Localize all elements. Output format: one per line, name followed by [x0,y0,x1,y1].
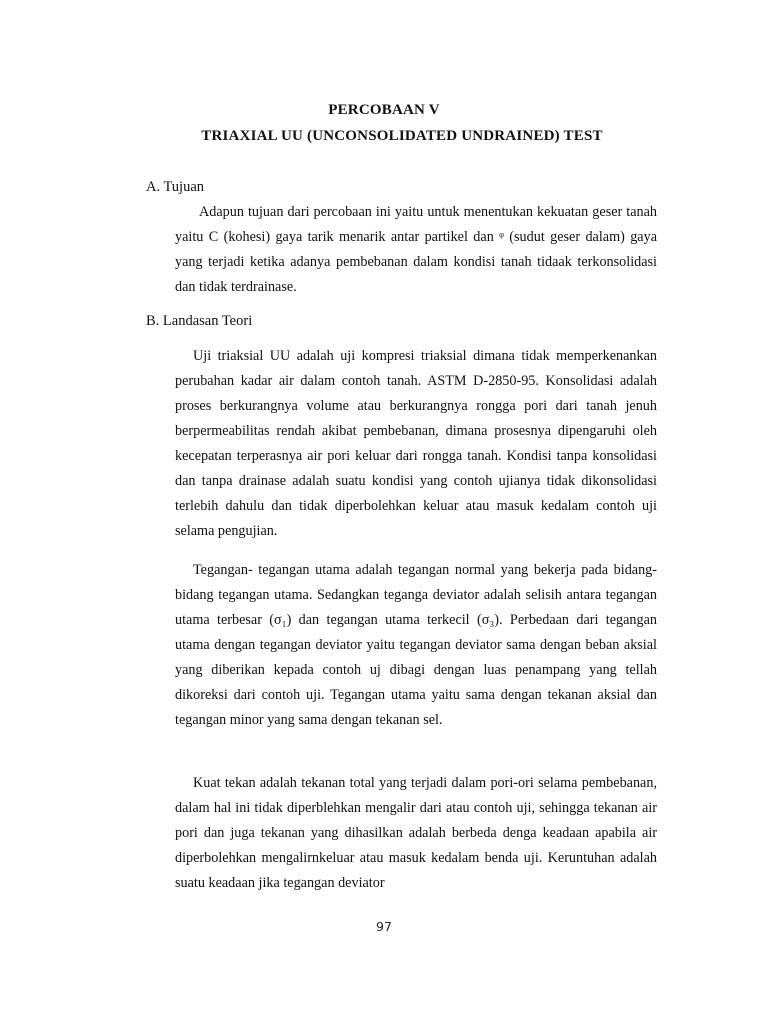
paragraph-tujuan: Adapun tujuan dari percobaan ini yaitu untuk menentukan kekuatan geser tanah yaitu C (kohesi) gaya tarik menarik antar partikel dan ᵠ (sudut geser dalam) gaya yang terjadi ketika adanya pembebanan dalam kondisi tanah tidaak terkonsolidasi dan tidak terdrainase. [175,204,657,295]
page-title: PERCOBAAN V [328,102,440,118]
paragraph-landasan-1: Uji triaksial UU adalah uji kompresi triaksial dimana tidak memperkenankan perubahan kadar air dalam contoh tanah. ASTM D-2850-95. Konsolidasi adalah proses berkurangnya volume atau berkurangnya rongga pori dari tanah jenuh berpermeabilitas rendah akibat pembebanan, dimana prosesnya dipengaruhi oleh kecepatan terperasnya air pori keluar dari rongga tanah. Kondisi tanpa konsolidasi dan tanpa drainase adalah suatu kondisi yang contoh ujianya tidak dikonsolidasi terlebih dahulu dan tidak diperbolehkan keluar atau masuk kedalam contoh uji selama pengujian. [175,348,657,539]
page-subtitle: TRIAXIAL UU (UNCONSOLIDATED UNDRAINED) TEST [201,128,603,144]
page-number: 97 [376,919,392,934]
paragraph-landasan-3: Kuat tekan adalah tekanan total yang terjadi dalam pori-ori selama pembebanan, dalam hal ini tidak diperblehkan mengalir dari atau contoh uji, sehingga tekanan air pori dan juga tekanan yang dihasilkan adalah berbeda denga keadaan apabila air diperbolehkan mengalirnkeluar atau masuk kedalam benda uji. Keruntuhan adalah suatu keadaan jika tegangan deviator [175,775,657,891]
paragraph-landasan-2: Tegangan- tegangan utama adalah tegangan normal yang bekerja pada bidang- bidang tegangan utama. Sedangkan teganga deviator adalah selisih antara tegangan utama terbesar (σ₁) dan tegangan utama terkecil (σ₃). Perbedaan dari tegangan utama dengan tegangan deviator yaitu tegangan deviator sama dengan beban aksial yang diberikan kepada contoh uj dibagi dengan luas penampang yang tellah dikoreksi dari contoh uji. Tegangan utama yaitu sama dengan tekanan aksial dan tegangan minor yang sama dengan tekanan sel. [175,562,657,728]
section-heading-tujuan: A. Tujuan [146,179,205,195]
section-heading-landasan-teori: B. Landasan Teori [146,313,253,329]
